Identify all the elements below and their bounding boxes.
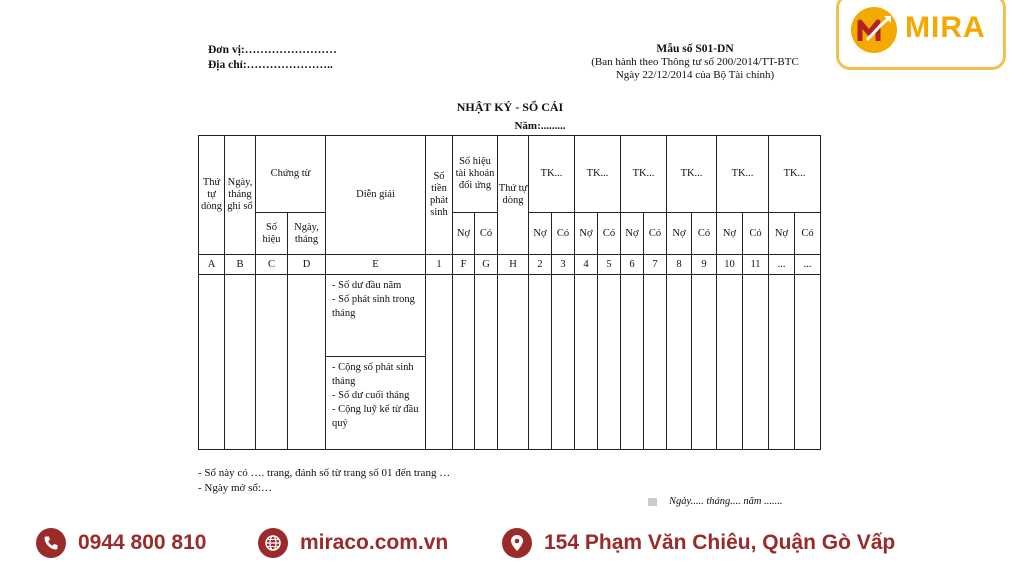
table-cell	[498, 275, 529, 450]
tk-header: TK...	[621, 136, 667, 213]
table-cell	[621, 275, 644, 450]
code-cell: G	[475, 255, 498, 275]
location-pin-icon	[502, 528, 532, 558]
col-header-line: Thứ tự dòng	[498, 136, 529, 255]
code-cell: D	[288, 255, 326, 275]
table-cell	[475, 275, 498, 450]
code-cell: H	[498, 255, 529, 275]
code-cell: 2	[529, 255, 552, 275]
tk-debit: Nợ	[769, 213, 795, 255]
col-header-account: Số hiệu tài khoản đối ứng	[453, 136, 498, 213]
code-cell: B	[225, 255, 256, 275]
form-info	[560, 43, 830, 82]
code-cell: C	[256, 255, 288, 275]
date-text: Ngày..... tháng.... năm .......	[669, 496, 783, 507]
website-url: miraco.com.vn	[300, 531, 449, 554]
tk-debit: Nợ	[575, 213, 598, 255]
table-cell	[529, 275, 552, 450]
description-line: - Số phát sinh trong tháng	[332, 294, 415, 319]
tk-debit: Nợ	[529, 213, 552, 255]
logo-text: MIRA	[905, 11, 986, 44]
table-cell	[288, 275, 326, 450]
notes	[198, 466, 450, 496]
col-header-voucher: Chứng từ	[256, 136, 326, 213]
table-cell	[575, 275, 598, 450]
tk-credit: Có	[552, 213, 575, 255]
col-header-credit: Có	[475, 213, 498, 255]
col-header-amount: Số tiền phát sinh	[426, 136, 453, 255]
unit-info	[208, 43, 337, 73]
phone-icon	[36, 528, 66, 558]
mira-logo	[836, 0, 1006, 70]
code-cell: 4	[575, 255, 598, 275]
description-line: - Số dư cuối tháng	[332, 390, 410, 401]
code-cell: 9	[692, 255, 717, 275]
mira-logo-icon	[851, 7, 897, 53]
issued-line-1: (Ban hành theo Thông tư số 200/2014/TT-BTC	[591, 56, 799, 68]
code-cell: A	[199, 255, 225, 275]
phone-number: 0944 800 810	[78, 531, 207, 554]
code-cell: E	[326, 255, 426, 275]
col-header-description: Diễn giải	[326, 136, 426, 255]
table-cell	[717, 275, 743, 450]
table-cell	[552, 275, 575, 450]
note-pages: - Sổ này có …. trang, đánh số từ trang số 01 đến trang …	[198, 467, 451, 479]
code-cell: ...	[769, 255, 795, 275]
description-block-2	[326, 357, 426, 450]
code-cell: 7	[644, 255, 667, 275]
col-header-voucher-date: Ngày, tháng	[288, 213, 326, 255]
tk-debit: Nợ	[667, 213, 692, 255]
tk-debit: Nợ	[717, 213, 743, 255]
tk-credit: Có	[743, 213, 769, 255]
code-cell: 1	[426, 255, 453, 275]
address-line: Địa chỉ:…………………..	[208, 59, 333, 71]
description-line: - Số dư đầu năm	[332, 280, 402, 291]
table-cell	[453, 275, 475, 450]
tk-header: TK...	[717, 136, 769, 213]
table-cell	[743, 275, 769, 450]
globe-icon	[258, 528, 288, 558]
tk-credit: Có	[598, 213, 621, 255]
code-cell: 11	[743, 255, 769, 275]
col-header-order: Thứ tự dòng	[199, 136, 225, 255]
phone-contact[interactable]	[36, 528, 206, 558]
table-cell	[199, 275, 225, 450]
tk-credit: Có	[692, 213, 717, 255]
tk-debit: Nợ	[621, 213, 644, 255]
tk-header: TK...	[667, 136, 717, 213]
table-cell	[692, 275, 717, 450]
code-cell: 10	[717, 255, 743, 275]
table-cell	[667, 275, 692, 450]
form-code: Mẫu số S01-DN	[656, 43, 734, 55]
tk-header: TK...	[529, 136, 575, 213]
description-line: - Cộng luỹ kế từ đầu quý	[332, 404, 419, 429]
table-cell	[644, 275, 667, 450]
ledger-table	[198, 135, 821, 450]
table-cell	[256, 275, 288, 450]
code-cell: 3	[552, 255, 575, 275]
code-cell: ...	[795, 255, 821, 275]
tk-header: TK...	[769, 136, 821, 213]
tk-header: TK...	[575, 136, 621, 213]
table-cell	[426, 275, 453, 450]
description-line: - Cộng số phát sinh tháng	[332, 362, 414, 387]
table-cell	[795, 275, 821, 450]
dropdown-arrow-icon	[648, 498, 657, 506]
year-line: Năm:.........	[514, 120, 566, 132]
office-address: 154 Phạm Văn Chiêu, Quận Gò Vấp	[544, 531, 896, 554]
code-cell: 6	[621, 255, 644, 275]
code-cell: F	[453, 255, 475, 275]
tk-credit: Có	[644, 213, 667, 255]
signature-date	[648, 496, 782, 507]
code-cell: 8	[667, 255, 692, 275]
contact-footer	[0, 520, 1024, 576]
table-cell	[225, 275, 256, 450]
col-header-date: Ngày, tháng ghi sổ	[225, 136, 256, 255]
table-cell	[769, 275, 795, 450]
page-title: NHẬT KÝ - SỔ CÁI	[456, 100, 564, 114]
note-open-date: - Ngày mở sổ:…	[198, 482, 272, 494]
col-header-debit: Nợ	[453, 213, 475, 255]
col-header-voucher-no: Số hiệu	[256, 213, 288, 255]
website-contact[interactable]	[258, 528, 448, 558]
tk-credit: Có	[795, 213, 821, 255]
description-block-1	[326, 275, 426, 357]
unit-line: Đơn vị:……………………	[208, 44, 337, 56]
address-contact[interactable]	[502, 528, 895, 558]
issued-line-2: Ngày 22/12/2014 của Bộ Tài chính)	[615, 69, 775, 81]
code-cell: 5	[598, 255, 621, 275]
table-cell	[598, 275, 621, 450]
